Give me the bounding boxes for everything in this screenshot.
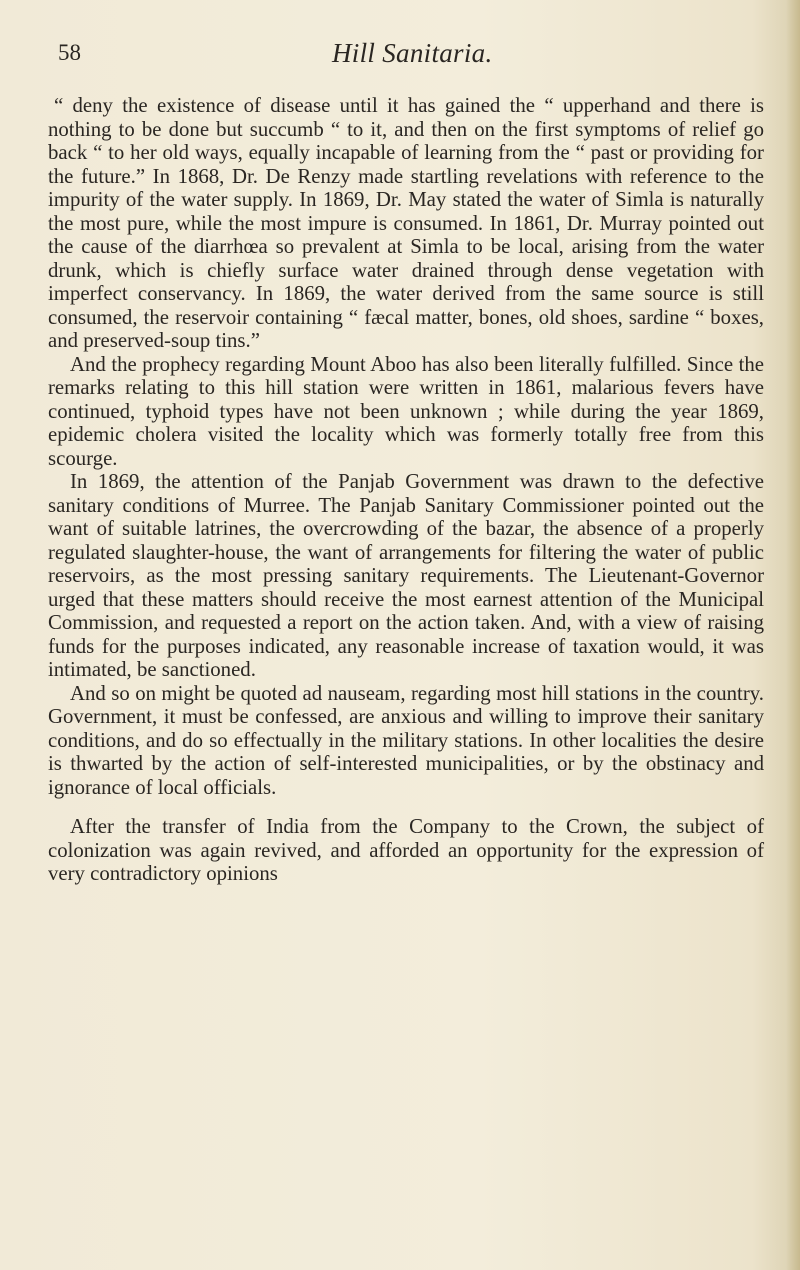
page-number: 58 [58,40,81,65]
running-title: Hill Sanitaria. [332,38,493,68]
paragraph-1: “ deny the existence of disease until it has gained the “ upperhand and there is nothing to be done but succumb “ to it, and then on the first symptoms of relief go back “ to her old ways, equally incapable of learning from the “ past or providing for the future.” In 1868, Dr. De Renzy made startling revelations with reference to the impurity of the water supply. In 1869, Dr. May stated the water of Simla is naturally the most pure, while the most impure is consumed. In 1861, Dr. Murray pointed out the cause of the diarrhœa so prevalent at Simla to be local, arising from the water drunk, which is chiefly surface water drained through dense vegetation with imperfect conservancy. In 1869, the water derived from the same source is still consumed, the reservoir containing “ fæcal matter, bones, old shoes, sardine “ boxes, and preserved-soup tins.” [48,94,764,352]
paragraph-3: In 1869, the attention of the Panjab Government was drawn to the defective sanitary conditions of Murree. The Panjab Sanitary Commissioner pointed out the want of suitable latrines, the overcrowding of the bazar, the absence of a properly regulated slaughter-house, the want of arrangements for filtering the water of public reservoirs, as the most pressing sanitary requirements. The Lieutenant-Governor urged that these matters should receive the most earnest attention of the Municipal Commission, and requested a report on the action taken. And, with a view of raising funds for the purposes indicated, any reasonable increase of taxation would, it was intimated, be sanctioned. [48,470,764,681]
paragraph-4: And so on might be quoted ad nauseam, regarding most hill stations in the country. Government, it must be confessed, are anxious and willing to improve their sanitary conditions, and do so effectually in the military stations. In other localities the desire is thwarted by the action of self-interested municipalities, or by the obstinacy and ignorance of local officials. [48,681,764,799]
page-edge-shadow [786,0,800,1270]
page-header [50,36,750,76]
body-text [48,94,764,886]
paragraph-5: After the transfer of India from the Company to the Crown, the subject of colonization was again revived, and afforded an opportunity for the expression of very contradictory opinions [48,815,764,885]
paragraph-2: And the prophecy regarding Mount Aboo has also been literally fulfilled. Since the remarks relating to this hill station were written in 1861, malarious fevers have continued, typhoid types have not been unknown ; while during the year 1869, epidemic cholera visited the locality which was formerly totally free from this scourge. [48,352,764,470]
